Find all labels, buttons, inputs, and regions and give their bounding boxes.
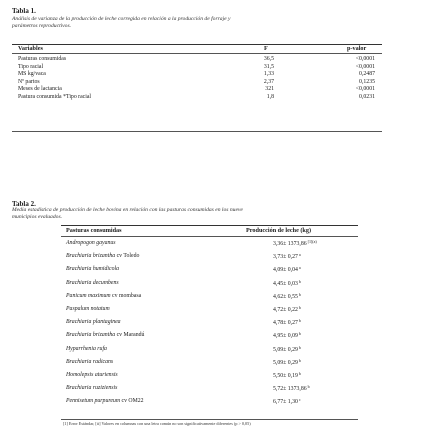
table1-header-f: F	[264, 45, 268, 52]
table2-cell-produccion	[273, 280, 301, 288]
table2-cell-produccion	[273, 359, 301, 367]
table2-cell-pastura	[66, 253, 139, 260]
table2-header-pasturas: Pasturas consumidas	[66, 227, 122, 234]
table2-species-name: Brachiaria plantaginea	[66, 319, 121, 326]
table2-species-name: Brachiaria brizantha	[66, 253, 116, 260]
table1-cell-f: 1,8	[266, 94, 274, 100]
table2-cell-produccion	[273, 372, 301, 380]
table2-cultivar-name: cv Toledo	[115, 253, 140, 260]
table1-caption-line1: Análisis de varianza de la producción de leche corregida en relación a la producción de forraje y	[12, 16, 231, 22]
table2-cell-pastura	[66, 280, 119, 287]
table1-cell-f: 321	[265, 86, 274, 93]
table2-significance-letter: b	[298, 344, 301, 350]
table2-value: 3,36± 1373,86	[273, 241, 307, 247]
table2-cell-produccion	[273, 266, 301, 274]
table1-cell-variable: Nº partos	[18, 78, 40, 85]
table1-cell-variable: MS kg/vaca	[18, 71, 46, 78]
table2-cell-pastura	[66, 398, 144, 405]
table2-value: 5,09± 0,29	[273, 346, 298, 353]
table2-species-name: Hyparrhenia rufa	[66, 345, 107, 352]
table2-value: 4,95± 0,09	[273, 333, 298, 340]
table1-cell-f: 1,33	[263, 71, 274, 78]
table2-species-name: Pennisetum purpureum	[66, 398, 121, 405]
table1-cell-pvalue: 0,1235	[359, 78, 375, 85]
table2-cell-produccion	[273, 346, 301, 354]
table1-header-rule	[12, 53, 382, 54]
table1-cell-variable: Pastura consumida *Tipo racial	[18, 94, 92, 100]
table2-value: 4,72± 0,22	[273, 307, 298, 313]
table2-caption-line1: Media estadística de producción de leche bovina en relación con las pasturas consumidas en los nueve	[12, 207, 243, 213]
table2-value: 4,09± 0,04	[273, 267, 298, 274]
table2-significance-letter: b	[307, 384, 310, 390]
table2-cell-pastura	[66, 385, 117, 392]
table2-significance-letter: b	[298, 318, 301, 324]
table1-cell-pvalue: <0,0001	[355, 63, 375, 70]
table2-species-name: Homolepsis aturiensis	[66, 372, 118, 378]
table2-header-produccion: Producción de leche (kg)	[246, 227, 312, 234]
table1-cell-variable: Pasturas consumidas	[18, 56, 67, 62]
table2-significance-letter: [1](a)	[307, 239, 317, 244]
table2-significance-letter: b	[298, 331, 301, 337]
table2-species-name: Paspalum notatum	[66, 306, 110, 312]
table1-top-rule	[12, 44, 382, 45]
table2-cultivar-name: cv OM22	[120, 398, 144, 405]
table2-cell-produccion	[273, 398, 301, 406]
table1-cell-pvalue: <0,0001	[355, 86, 375, 93]
table2-cell-pastura	[66, 346, 107, 353]
table2-cell-pastura	[66, 319, 121, 326]
table1-bottom-rule	[12, 131, 382, 132]
table2-cell-produccion	[273, 293, 301, 301]
table2-species-name: Brachiaria humidicola	[66, 266, 119, 273]
table2-value: 4,62± 0,55	[273, 293, 298, 300]
table2-species-name: Brachiaria radicans	[66, 358, 114, 365]
table2-value: 4,45± 0,03	[273, 280, 298, 287]
table2-title: Tabla 2.	[12, 200, 36, 208]
table1-cell-pvalue: 0,0231	[359, 94, 375, 100]
table2-cell-produccion	[273, 319, 301, 327]
table2-cell-produccion	[273, 306, 301, 314]
table2-header-rule	[61, 236, 358, 237]
table2-significance-letter: b	[298, 291, 301, 297]
table2-cultivar-name: cv mombasa	[110, 292, 142, 299]
table2-significance-letter: a	[298, 265, 301, 271]
table1-cell-f: 31,5	[263, 63, 274, 70]
table2-cell-produccion	[273, 253, 301, 261]
table2-species-name: Brachiaria brizantha	[66, 332, 116, 339]
table2-cell-pastura	[66, 306, 110, 313]
table1-header-pvalue: p-valor	[347, 45, 367, 52]
table2-cell-pastura	[66, 266, 119, 273]
table2-significance-letter: b	[298, 357, 301, 363]
table2-significance-letter: b	[298, 278, 301, 284]
table2-cell-pastura	[66, 240, 116, 247]
table2-species-name: Brachiaria decumbens	[66, 279, 119, 286]
table1-caption-line2: parámetros reproductivos.	[12, 23, 72, 29]
table1-cell-variable: Meses de lactancia	[18, 86, 62, 93]
table1-cell-f: 2,37	[263, 78, 274, 85]
table2-cell-produccion	[273, 385, 310, 393]
table2-top-rule	[61, 225, 358, 226]
table2-value: 4,78± 0,27	[273, 320, 298, 327]
table2-bottom-rule	[61, 419, 358, 420]
table2-cell-pastura	[66, 293, 141, 300]
table2-cell-pastura	[66, 372, 118, 379]
table2-significance-letter: a	[298, 252, 301, 258]
table1-cell-pvalue: <0,0001	[355, 56, 375, 62]
table2-species-name: Brachiaria ruziziensis	[66, 385, 118, 392]
table2-cultivar-name: cv Marandú	[115, 332, 145, 339]
table2-cell-produccion	[273, 332, 301, 340]
table2-value: 5,72± 1373,86	[273, 386, 307, 393]
table2-cell-pastura	[66, 332, 144, 339]
table2-caption-line2: municipios evaluados.	[12, 214, 63, 220]
table2-value: 5,50± 0,19	[273, 373, 298, 379]
table2-value: 5,09± 0,29	[273, 359, 298, 366]
table1-cell-pvalue: 0,2487	[359, 71, 375, 78]
table2-species-name: Andropogon gayanus	[66, 240, 116, 246]
table2-significance-letter: b	[298, 371, 301, 376]
table2-value: 6,77± 1,30	[273, 399, 298, 406]
table2-significance-letter: c	[298, 397, 301, 403]
table2-cell-produccion	[273, 240, 317, 248]
table2-footnote: [1] Error Estándar, [ii] Valores en columnas con una letra común no son significativamente diferentes (p > 0,05)	[63, 421, 251, 426]
table2-value: 3,73± 0,27	[273, 254, 298, 261]
table1-cell-variable: Tipo racial	[18, 63, 44, 70]
table1-cell-f: 36,5	[263, 56, 274, 62]
table1-header-variables: Variables	[18, 45, 43, 52]
table2-species-name: Panicum maximum	[66, 292, 111, 299]
table1-title: Tabla 1.	[12, 7, 36, 15]
table2-significance-letter: b	[298, 305, 301, 310]
table2-cell-pastura	[66, 359, 113, 366]
